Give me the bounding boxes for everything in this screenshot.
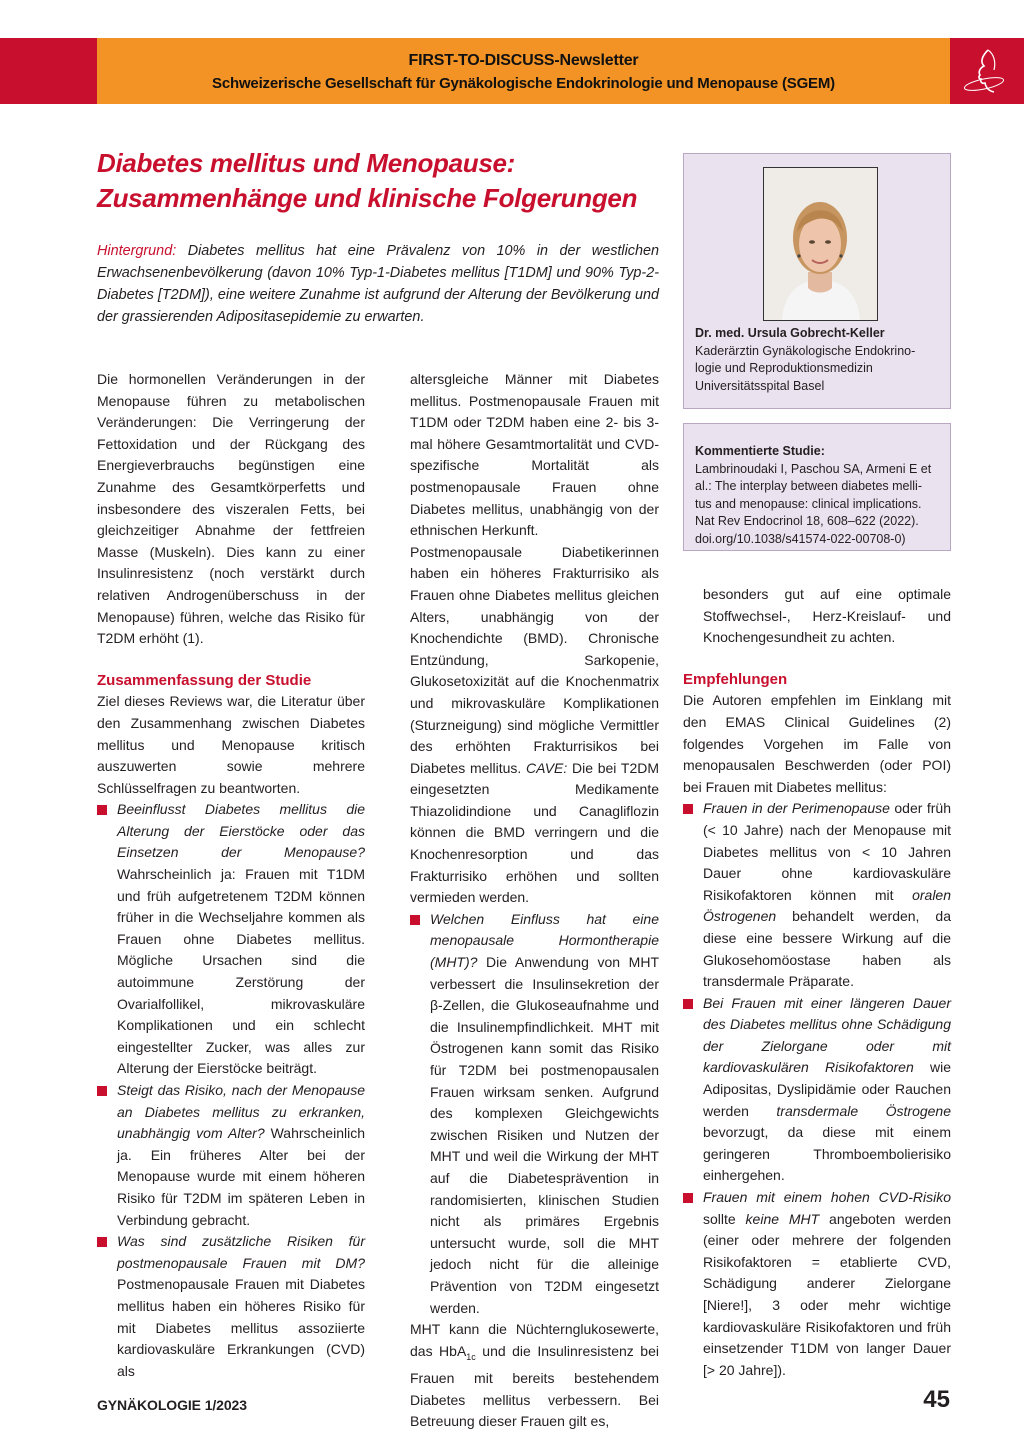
- rec1-text: oder früh (< 10 Jahre) nach der Menopause mit Diabetes mellitus von < 10 Jahren Dauer ohne kardiovaskuläre Risikofaktoren können mit: [703, 800, 951, 903]
- bullet-square-icon: [410, 915, 420, 925]
- article-lead: [97, 240, 659, 328]
- summary-heading: Zusammenfassung der Studie: [97, 671, 312, 689]
- rec3-treatment: keine MHT: [745, 1210, 820, 1227]
- journal-footer: GYNÄKOLOGIE 1/2023: [97, 1397, 247, 1413]
- study-label: Kommentierte Studie:: [695, 444, 825, 458]
- article-title-line-2: Zusammenhänge und klinische Folgerungen: [97, 183, 638, 213]
- column-1: [97, 369, 365, 1382]
- answer-4: Die Anwendung von MHT verbessert die Insulinsekretion der β-Zellen, die Glukoseaufnahme und die Insulinempfindlichkeit. MHT mit Östrogenen kann somit das Risiko für T2DM bei postmenopausalen Frauen wirksam senken. Aufgrund des komplexen Gleichgewichts zwischen Risiken und Nutzen der MHT und weil die Wirkung der MHT auf die Diabetesprävention in randomisierten, klinischen Studien nicht als primäres Ergebnis untersucht wurde, soll die MHT jedoch nicht für die alleinige Prävention von T2DM eingesetzt werden.: [430, 954, 659, 1316]
- author-photo: [763, 167, 878, 321]
- question-1: Beeinflusst Diabetes mellitus die Alterung der Eierstöcke oder das Einsetzen der Menopause?: [117, 801, 365, 861]
- question-2: Steigt das Risiko, nach der Menopause an Diabetes mellitus zu erkranken, unabhängig vom Alter?: [117, 1082, 365, 1142]
- col3-paragraph-1: besonders gut auf eine optimale Stoffwechsel-, Herz-Kreislauf- und Knochengesundheit zu achten.: [703, 586, 951, 646]
- bullet-square-icon: [683, 804, 693, 814]
- recommendation-item-2: [683, 993, 951, 1187]
- newsletter-header: [0, 38, 1024, 104]
- hba1c-text-a: MHT kann die Nüchternglukosewerte, das HbA: [410, 1321, 659, 1359]
- page-number: 45: [923, 1386, 950, 1413]
- column-2: [410, 369, 659, 1433]
- question-3: Was sind zusätzliche Risiken für postmenopausale Frauen mit DM?: [117, 1233, 365, 1271]
- col2-paragraph-2: [410, 542, 659, 909]
- sgem-logo-icon: [958, 44, 1014, 100]
- question-item-2: [97, 1080, 365, 1231]
- bullet-square-icon: [683, 999, 693, 1009]
- study-box: [683, 423, 951, 551]
- col2-paragraph-1: altersgleiche Männer mit Diabetes mellitus. Postmenopausale Frauen mit T1DM oder T2DM haben eine 2- bis 3-mal höhere Gesamtmortalität und CVD-spezifische Mortalität als postmenopausale Frauen ohne Diabetes mellitus, unabhängig von der ethnischen Herkunft.: [410, 371, 659, 539]
- recommendation-item-3: [683, 1187, 951, 1381]
- rec1-treatment: oralen Östrogenen: [703, 886, 951, 925]
- rec1-reason: behandelt werden, da diese eine bessere Wirkung auf die Glukosehomöostase haben als transdermale Präparate.: [703, 908, 951, 990]
- column-3: [683, 584, 951, 1381]
- col2-paragraph-3: [410, 1319, 659, 1433]
- bullet-square-icon: [97, 1237, 107, 1247]
- study-line-4: Nat Rev Endocrinol 18, 608–622 (2022).: [695, 514, 919, 528]
- hba1c-text-b: und die Insulinresistenz bei Frauen mit bereits bestehendem Diabetes mellitus verbessern. Bei Betreuung dieser Frauen gilt es,: [410, 1342, 659, 1430]
- bullet-square-icon: [683, 1193, 693, 1203]
- intro-paragraph: Die hormonellen Veränderungen in der Menopause führen zu metabolischen Veränderungen: Die Verringerung der Fettoxidation und der Rückgang des Energieverbrauchs begünstigen eine Zunahme des Gesamtkörperfetts und insbesondere des viszeralen Fetts, bei gleichzeitiger Abnahme der fettfreien Masse (Muskeln). Dies kann zu einer Insulinresistenz (noch verstärkt durch relativen Androgenüberschuss in der Menopause) führen, welche das Risiko für T2DM erhöht (1).: [97, 371, 365, 647]
- bullet-square-icon: [97, 805, 107, 815]
- author-name: Dr. med. Ursula Gobrecht-Keller: [695, 326, 885, 340]
- rec1-subject: Frauen in der Perimenopause: [703, 800, 890, 817]
- study-line-5: doi.org/10.1038/s41574-022-00708-0): [695, 531, 906, 546]
- author-role-line-2: logie und Reproduktionsmedizin: [695, 361, 873, 375]
- rec3-criteria: angeboten werden (einer oder mehrere der folgenden Risikofaktoren = etablierte CVD, Schädigung anderer Zielorgane [Niere!], 3 oder mehr wichtige kardiovaskuläre Risikofaktoren und früh einsetzender T1DM von langer Dauer [> 20 Jahre]).: [703, 1210, 952, 1378]
- rec2-subject: Bei Frauen mit einer längeren Dauer des Diabetes mellitus ohne Schädigung der Zielorgane oder mit kardiovaskulären Risikofaktoren: [703, 994, 951, 1076]
- study-reference: [695, 443, 942, 548]
- question-item-3: [97, 1231, 365, 1382]
- rec2-text: wie Adipositas, Dyslipidämie oder Rauchen werden: [703, 1059, 951, 1119]
- cave-label: CAVE:: [526, 759, 568, 776]
- question-item-1: [97, 799, 365, 1080]
- rec3-subject: Frauen mit einem hohen CVD-Risiko: [703, 1189, 951, 1206]
- cave-text: Die bei T2DM eingesetzten Medikamente Thiazolidindione und Canagliflozin können die BMD verringern und die Knochenresorption und das Frakturrisiko erhöhen und sollten vermieden werden.: [410, 759, 659, 906]
- fracture-text: Postmenopausale Diabetikerinnen haben ein höheres Frakturrisiko als Frauen ohne Diabetes mellitus gleichen Alters, unabhängig von der Knochendichte (BMD). Chronische Entzündung, Sarkopenie, Glukosetoxizität auf die Knochenmatrix und mikrovaskuläre Komplikationen (Sturzneigung) sind mögliche Vermittler des erhöhten Frakturrisikos bei Diabetes mellitus.: [410, 543, 659, 776]
- bullet-square-icon: [97, 1086, 107, 1096]
- rec3-text: sollte: [703, 1210, 746, 1227]
- author-box: [683, 153, 951, 409]
- rec2-reason: bevorzugt, da diese mit einem geringeren Thromboembolierisiko einhergehen.: [703, 1124, 951, 1184]
- rec2-treatment: transdermale Östrogene: [776, 1102, 951, 1119]
- lead-label: Hintergrund:: [97, 243, 177, 259]
- lead-text: Diabetes mellitus hat eine Prävalenz von 10% in der westlichen Erwachsenenbevölkerung (davon 10% Typ-1-Diabetes mellitus [T1DM] und 90% Typ-2-Diabetes [T2DM]), eine weitere Zunahme ist aufgrund der Alterung der Bevölkerung und der grassierenden Adipositasepidemie zu erwarten.: [97, 243, 659, 325]
- question-item-4: [410, 909, 659, 1319]
- answer-1: Wahrscheinlich ja: Frauen mit T1DM und früh aufgetretenem T2DM können früher in die Wechseljahre kommen als Frauen ohne Diabetes mellitus. Mögliche Ursachen sind die autoimmune Zerstörung der Ovarialfollikel, mikrovaskuläre Komplikationen und ein schlecht eingestellter Zucker, was alles zur Alterung der Eierstöcke beiträgt.: [117, 866, 365, 1077]
- author-info: [695, 325, 942, 395]
- header-left-bar: [0, 38, 97, 104]
- recommendations-heading: Empfehlungen: [683, 670, 788, 688]
- author-role-line-1: Kaderärztin Gynäkologische Endokrino-: [695, 343, 916, 358]
- society-name: Schweizerische Gesellschaft für Gynäkologische Endokrinologie und Menopause (SGEM): [212, 75, 835, 92]
- article-title-line-1: Diabetes mellitus und Menopause:: [97, 148, 516, 178]
- newsletter-title: FIRST-TO-DISCUSS-Newsletter: [408, 52, 639, 69]
- summary-paragraph: Ziel dieses Reviews war, die Literatur über den Zusammenhang zwischen Diabetes mellitus und Menopause kritisch auszuwerten sowie mehrere Schlüsselfragen zu beantworten.: [97, 693, 365, 796]
- recommendation-item-1: [683, 798, 951, 992]
- study-line-3: tus and menopause: clinical implications.: [695, 496, 922, 511]
- study-line-1: Lambrinoudaki I, Paschou SA, Armeni E et: [695, 461, 932, 476]
- recommendations-intro: Die Autoren empfehlen im Einklang mit den EMAS Clinical Guidelines (2) folgendes Vorgehen im Falle von menopausalen Beschwerden (oder POI) bei Frauen mit Diabetes mellitus:: [683, 692, 951, 795]
- answer-3: Postmenopausale Frauen mit Diabetes mellitus haben ein höheres Risiko für mit Diabetes mellitus assoziierte kardiovaskuläre Erkrankungen (CVD) als: [117, 1276, 365, 1379]
- hba1c-subscript: 1c: [466, 1351, 476, 1362]
- article-title: [97, 146, 667, 216]
- answer-2: Wahrscheinlich ja. Ein früheres Alter bei der Menopause wurde mit einem höheren Risiko für T2DM im späteren Leben in Verbindung gebracht.: [117, 1125, 365, 1228]
- header-right-bar: [950, 38, 1024, 104]
- question-4: Welchen Einfluss hat eine menopausale Hormontherapie (MHT)?: [430, 910, 659, 971]
- study-line-2: al.: The interplay between diabetes melli-: [695, 479, 922, 493]
- author-institution: Universitätsspital Basel: [695, 378, 825, 393]
- author-portrait-illustration: [764, 168, 877, 320]
